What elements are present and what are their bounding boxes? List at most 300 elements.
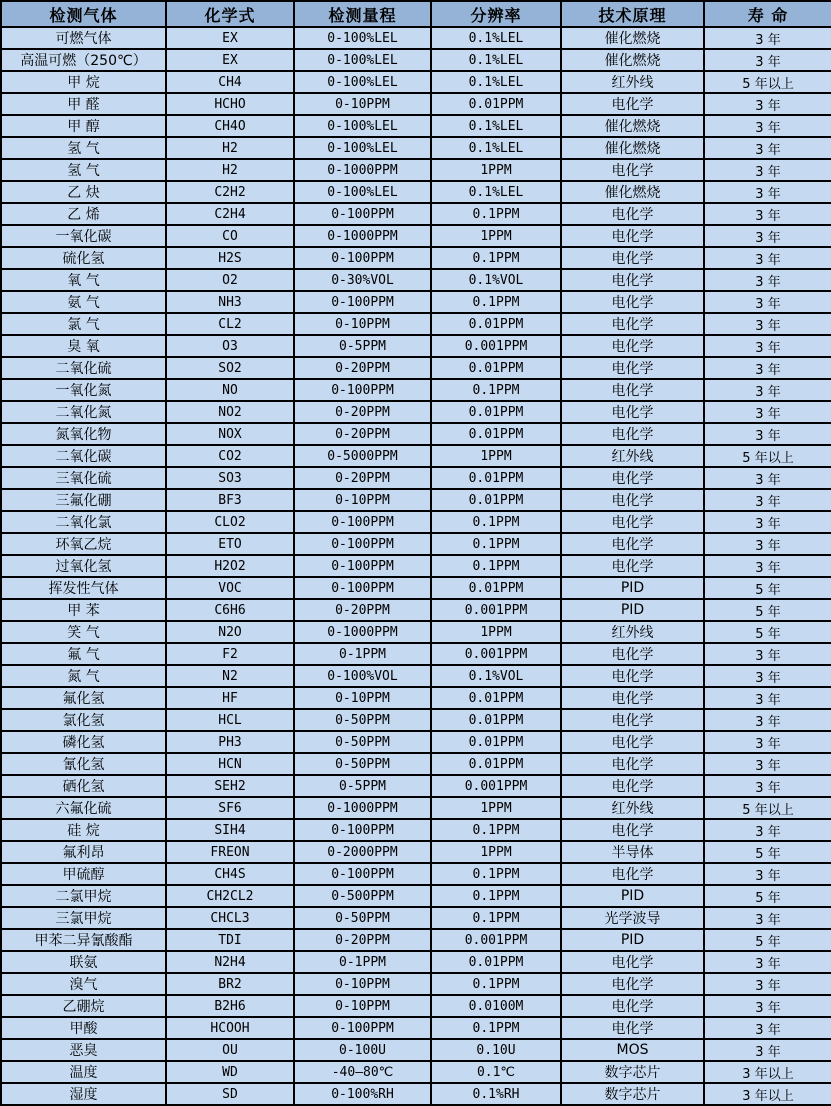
table-cell: 电化学 [561,555,704,577]
table-cell: CLO2 [166,511,294,533]
table-cell: 0-500PPM [294,885,431,907]
table-cell: 电化学 [561,159,704,181]
table-row [1,709,831,731]
table-cell: 0-50PPM [294,731,431,753]
table-row [1,621,831,643]
table-cell: 六氟化硫 [1,797,166,819]
table-cell: 0-100PPM [294,555,431,577]
table-row [1,511,831,533]
table-cell: B2H6 [166,995,294,1017]
table-cell: CH4O [166,115,294,137]
table-cell: 电化学 [561,687,704,709]
table-cell: H2 [166,137,294,159]
table-cell: 0.01PPM [431,93,561,115]
table-cell: 恶臭 [1,1039,166,1061]
table-cell: 二氧化氯 [1,511,166,533]
table-cell: 5 年 [704,841,831,863]
header-cell-3: 检测量程 [294,1,431,27]
table-row [1,225,831,247]
table-row [1,555,831,577]
table-cell: 0-50PPM [294,753,431,775]
table-cell: 0-100U [294,1039,431,1061]
table-cell: 0-20PPM [294,401,431,423]
table-row [1,533,831,555]
table-row [1,467,831,489]
table-cell: 电化学 [561,313,704,335]
table-cell: 一氧化碳 [1,225,166,247]
table-cell: NH3 [166,291,294,313]
table-cell: 0-10PPM [294,93,431,115]
table-cell: 0-100%LEL [294,115,431,137]
table-cell: 0.1PPM [431,203,561,225]
table-cell: 氮氧化物 [1,423,166,445]
table-cell: 溴气 [1,973,166,995]
table-cell: 3 年 [704,269,831,291]
table-cell: 0-30%VOL [294,269,431,291]
table-cell: 0.1%LEL [431,27,561,49]
table-cell: 电化学 [561,775,704,797]
table-cell: 0.0100M [431,995,561,1017]
table-cell: 甲酸 [1,1017,166,1039]
table-cell: 0.1PPM [431,533,561,555]
table-cell: 氟利昂 [1,841,166,863]
table-cell: 0.1%LEL [431,115,561,137]
table-cell: 3 年 [704,533,831,555]
table-cell: 0.1PPM [431,247,561,269]
table-cell: 0-100PPM [294,247,431,269]
table-cell: 0.01PPM [431,467,561,489]
table-row [1,335,831,357]
table-cell: OU [166,1039,294,1061]
table-cell: 0-100PPM [294,511,431,533]
header-row [1,1,831,27]
table-cell: 红外线 [561,71,704,93]
table-cell: 0-1000PPM [294,797,431,819]
table-cell: 3 年 [704,907,831,929]
table-cell: 5 年 [704,577,831,599]
table-cell: SO3 [166,467,294,489]
table-row [1,445,831,467]
table-cell: 3 年 [704,511,831,533]
table-cell: 5 年以上 [704,71,831,93]
table-cell: 0-10PPM [294,313,431,335]
table-cell: WD [166,1061,294,1083]
table-cell: 电化学 [561,269,704,291]
table-cell: 0-20PPM [294,357,431,379]
table-cell: 0-1PPM [294,951,431,973]
table-cell: 3 年 [704,423,831,445]
table-cell: 温度 [1,1061,166,1083]
table-row [1,973,831,995]
table-row [1,49,831,71]
table-cell: 二氧化硫 [1,357,166,379]
table-cell: 0.1PPM [431,379,561,401]
table-row [1,731,831,753]
table-cell: 3 年 [704,291,831,313]
table-row [1,1083,831,1105]
table-cell: 0-10PPM [294,995,431,1017]
table-cell: NO [166,379,294,401]
table-cell: 甲 苯 [1,599,166,621]
table-cell: 0-1000PPM [294,159,431,181]
table-cell: 0.001PPM [431,335,561,357]
table-row [1,1017,831,1039]
table-cell: 0.1PPM [431,907,561,929]
header-cell-5: 技术原理 [561,1,704,27]
table-cell: 二氧化碳 [1,445,166,467]
table-cell: 乙 炔 [1,181,166,203]
table-cell: CH4S [166,863,294,885]
table-row [1,687,831,709]
table-cell: 一氧化氮 [1,379,166,401]
table-cell: 0-100%LEL [294,137,431,159]
table-cell: 0.01PPM [431,951,561,973]
table-cell: 0.001PPM [431,929,561,951]
table-cell: 0.1%VOL [431,665,561,687]
table-cell: 硫化氢 [1,247,166,269]
table-cell: 氧 气 [1,269,166,291]
table-row [1,775,831,797]
table-cell: 0-100PPM [294,203,431,225]
table-cell: 3 年 [704,951,831,973]
table-cell: H2S [166,247,294,269]
table-cell: 乙 烯 [1,203,166,225]
table-cell: 5 年 [704,885,831,907]
table-cell: 0.1PPM [431,511,561,533]
table-cell: SO2 [166,357,294,379]
table-cell: 氰化氢 [1,753,166,775]
table-cell: 0-5PPM [294,775,431,797]
table-cell: 3 年 [704,137,831,159]
table-cell: 0.1PPM [431,819,561,841]
table-cell: EX [166,49,294,71]
table-cell: BR2 [166,973,294,995]
table-row [1,951,831,973]
header-cell-6: 寿 命 [704,1,831,27]
table-cell: CH2CL2 [166,885,294,907]
table-cell: 电化学 [561,423,704,445]
table-cell: 3 年以上 [704,1061,831,1083]
table-cell: 0-5PPM [294,335,431,357]
table-cell: 3 年 [704,1039,831,1061]
table-cell: CL2 [166,313,294,335]
table-cell: 0.01PPM [431,687,561,709]
table-cell: 0-100PPM [294,577,431,599]
table-cell: 3 年 [704,665,831,687]
table-cell: 催化燃烧 [561,137,704,159]
table-cell: PID [561,929,704,951]
table-row [1,1061,831,1083]
table-cell: 高温可燃（250℃） [1,49,166,71]
table-header [1,1,831,27]
table-row [1,819,831,841]
table-cell: 电化学 [561,973,704,995]
table-row [1,159,831,181]
table-cell: 0-20PPM [294,467,431,489]
table-cell: 电化学 [561,753,704,775]
table-row [1,115,831,137]
table-cell: 3 年 [704,159,831,181]
table-row [1,907,831,929]
table-cell: VOC [166,577,294,599]
table-cell: 电化学 [561,951,704,973]
table-cell: 电化学 [561,995,704,1017]
table-cell: 3 年 [704,49,831,71]
table-cell: 0-100PPM [294,1017,431,1039]
table-cell: 3 年 [704,467,831,489]
table-cell: 3 年以上 [704,1083,831,1105]
table-row [1,203,831,225]
table-cell: 3 年 [704,973,831,995]
table-cell: 0.1PPM [431,291,561,313]
table-cell: 甲 醇 [1,115,166,137]
table-cell: 0.1PPM [431,555,561,577]
table-row [1,423,831,445]
table-cell: 0-100PPM [294,533,431,555]
table-cell: 0-100%LEL [294,181,431,203]
table-cell: 3 年 [704,709,831,731]
table-cell: MOS [561,1039,704,1061]
table-cell: 甲硫醇 [1,863,166,885]
table-cell: 乙硼烷 [1,995,166,1017]
table-cell: 甲 醛 [1,93,166,115]
table-cell: 电化学 [561,467,704,489]
table-cell: 磷化氢 [1,731,166,753]
table-cell: 氟化氢 [1,687,166,709]
table-cell: C6H6 [166,599,294,621]
table-cell: 0-50PPM [294,907,431,929]
table-row [1,863,831,885]
table-cell: 0.01PPM [431,357,561,379]
table-cell: 红外线 [561,621,704,643]
table-cell: 电化学 [561,863,704,885]
table-cell: 0-100PPM [294,819,431,841]
table-cell: 湿度 [1,1083,166,1105]
table-cell: 挥发性气体 [1,577,166,599]
table-cell: SF6 [166,797,294,819]
table-cell: ETO [166,533,294,555]
table-cell: 0-100PPM [294,291,431,313]
table-cell: 电化学 [561,709,704,731]
table-cell: 0.1PPM [431,973,561,995]
table-cell: 3 年 [704,863,831,885]
table-cell: 电化学 [561,93,704,115]
table-cell: 甲 烷 [1,71,166,93]
table-cell: 催化燃烧 [561,181,704,203]
table-cell: 5 年 [704,599,831,621]
table-cell: H2 [166,159,294,181]
table-cell: 5 年 [704,929,831,951]
table-cell: 0.01PPM [431,709,561,731]
table-row [1,357,831,379]
table-cell: 电化学 [561,731,704,753]
table-cell: 0-100%LEL [294,71,431,93]
table-cell: 电化学 [561,291,704,313]
table-row [1,643,831,665]
table-cell: 0-10PPM [294,973,431,995]
table-cell: 硅 烷 [1,819,166,841]
table-cell: 0-100PPM [294,379,431,401]
table-row [1,1039,831,1061]
table-cell: 1PPM [431,797,561,819]
table-cell: SIH4 [166,819,294,841]
table-cell: 电化学 [561,819,704,841]
table-cell: 3 年 [704,203,831,225]
table-row [1,797,831,819]
table-row [1,93,831,115]
table-cell: 0.1PPM [431,1017,561,1039]
table-cell: 0.01PPM [431,489,561,511]
table-cell: EX [166,27,294,49]
table-row [1,995,831,1017]
header-cell-2: 化学式 [166,1,294,27]
table-row [1,599,831,621]
table-cell: 电化学 [561,511,704,533]
table-cell: 3 年 [704,115,831,137]
table-cell: 氯 气 [1,313,166,335]
table-cell: 0.001PPM [431,775,561,797]
table-cell: TDI [166,929,294,951]
table-cell: 二氧化氮 [1,401,166,423]
table-cell: HCHO [166,93,294,115]
table-cell: C2H4 [166,203,294,225]
table-cell: 3 年 [704,225,831,247]
table-cell: 氮 气 [1,665,166,687]
table-row [1,929,831,951]
table-cell: N2 [166,665,294,687]
table-cell: CH4 [166,71,294,93]
table-cell: -40—80℃ [294,1061,431,1083]
table-cell: 0.01PPM [431,731,561,753]
table-cell: 0-100%LEL [294,49,431,71]
table-cell: FREON [166,841,294,863]
table-cell: SEH2 [166,775,294,797]
table-cell: PID [561,885,704,907]
table-cell: 红外线 [561,445,704,467]
table-cell: 联氨 [1,951,166,973]
table-cell: 5 年以上 [704,797,831,819]
table-cell: 3 年 [704,335,831,357]
table-cell: 0.01PPM [431,753,561,775]
table-cell: 数字芯片 [561,1083,704,1105]
table-cell: 臭 氧 [1,335,166,357]
header-cell-4: 分辨率 [431,1,561,27]
table-cell: 二氯甲烷 [1,885,166,907]
table-cell: HF [166,687,294,709]
table-cell: 3 年 [704,357,831,379]
table-row [1,137,831,159]
table-cell: 0-100%LEL [294,27,431,49]
table-cell: 0-10PPM [294,489,431,511]
table-cell: 0-10PPM [294,687,431,709]
table-cell: 0.10U [431,1039,561,1061]
table-cell: 3 年 [704,775,831,797]
table-cell: C2H2 [166,181,294,203]
table-row [1,753,831,775]
table-cell: 1PPM [431,159,561,181]
table-cell: CO [166,225,294,247]
table-cell: 3 年 [704,93,831,115]
table-cell: 3 年 [704,819,831,841]
table-cell: 0.01PPM [431,401,561,423]
table-cell: 5 年以上 [704,445,831,467]
header-cell-1: 检测气体 [1,1,166,27]
table-cell: 催化燃烧 [561,49,704,71]
table-cell: 3 年 [704,1017,831,1039]
table-cell: 0-100PPM [294,863,431,885]
table-cell: 电化学 [561,1017,704,1039]
table-cell: 0.01PPM [431,313,561,335]
table-cell: 电化学 [561,489,704,511]
table-row [1,885,831,907]
table-cell: 电化学 [561,335,704,357]
table-cell: 0.01PPM [431,577,561,599]
table-cell: 三氯甲烷 [1,907,166,929]
table-cell: 电化学 [561,225,704,247]
table-cell: 电化学 [561,357,704,379]
table-cell: 0.1%RH [431,1083,561,1105]
table-cell: 3 年 [704,687,831,709]
table-cell: SD [166,1083,294,1105]
table-cell: 催化燃烧 [561,115,704,137]
table-cell: 0-100%VOL [294,665,431,687]
table-cell: 1PPM [431,445,561,467]
table-cell: 5 年 [704,621,831,643]
table-cell: 电化学 [561,665,704,687]
table-row [1,841,831,863]
table-cell: 三氧化硫 [1,467,166,489]
table-cell: 0-1PPM [294,643,431,665]
table-cell: 3 年 [704,401,831,423]
table-cell: 环氧乙烷 [1,533,166,555]
table-cell: 过氧化氢 [1,555,166,577]
table-cell: O3 [166,335,294,357]
table-cell: 0.1%LEL [431,181,561,203]
table-cell: 0-1000PPM [294,621,431,643]
table-cell: PID [561,599,704,621]
table-row [1,489,831,511]
table-cell: 0-20PPM [294,423,431,445]
table-cell: 半导体 [561,841,704,863]
table-cell: 0-20PPM [294,599,431,621]
table-body [1,27,831,1105]
table-cell: 0.1%LEL [431,71,561,93]
table-cell: 3 年 [704,181,831,203]
table-cell: HCN [166,753,294,775]
table-cell: 氟 气 [1,643,166,665]
table-cell: PH3 [166,731,294,753]
table-cell: CHCL3 [166,907,294,929]
table-cell: 3 年 [704,489,831,511]
table-cell: NO2 [166,401,294,423]
table-cell: 3 年 [704,379,831,401]
table-cell: 0.001PPM [431,599,561,621]
table-cell: 0.1PPM [431,885,561,907]
table-cell: 红外线 [561,797,704,819]
table-cell: HCL [166,709,294,731]
table-cell: 氨 气 [1,291,166,313]
table-cell: 1PPM [431,841,561,863]
table-cell: 3 年 [704,753,831,775]
table-cell: CO2 [166,445,294,467]
table-row [1,379,831,401]
table-cell: HCOOH [166,1017,294,1039]
table-cell: 3 年 [704,995,831,1017]
table-cell: 0-20PPM [294,929,431,951]
table-cell: 氢 气 [1,159,166,181]
table-cell: 0-5000PPM [294,445,431,467]
table-row [1,247,831,269]
